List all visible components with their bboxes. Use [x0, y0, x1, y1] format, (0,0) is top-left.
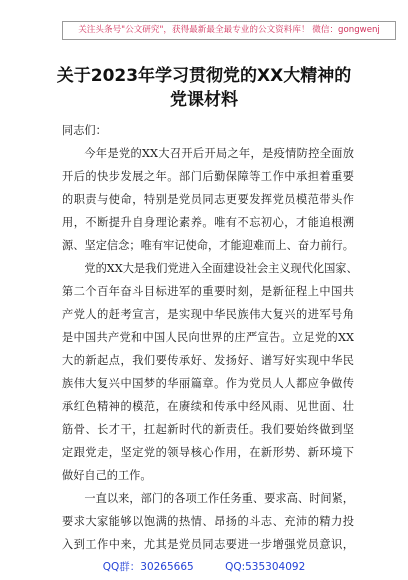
text-line: 今年是党的XX大召开后开局之年，是疫情防控全面放	[84, 147, 354, 160]
text-line: 党的XX大是我们党进入全面建设社会主义现代化国家、	[84, 262, 358, 275]
qq-group-text: QQ群：30265665	[102, 561, 194, 573]
paragraph	[62, 487, 354, 556]
header-notice: 关注头条号"公文研究"，获得最新最全最专业的公文资料库！ 微信：gongwenj	[62, 21, 396, 40]
text-line: 源、坚定信念；唯有牢记使命，才能迎难而上、奋力前行。	[62, 239, 354, 252]
qq-number-text: QQ:535304092	[225, 561, 306, 573]
text-line: 入到工作中来，尤其是党员同志要进一步增强党员意识，	[62, 538, 354, 551]
text-line: 承红色精神的模范，在赓续和传承中经风雨、见世面、壮	[62, 400, 354, 413]
title-line: 关于2023年学习贯彻党的XX大精神的	[56, 66, 352, 86]
text-line: 第二个百年奋斗目标进军的重要时刻，是新征程上中国共	[62, 285, 354, 298]
text-line: 产党人的赶考宣言，是实现中华民族伟大复兴的进军号角	[62, 308, 354, 321]
text-line: 用，不断提升自身理论素养。唯有不忘初心，才能追根溯	[62, 216, 354, 229]
text-line: 的职责与使命，特别是党员同志更要发挥党员模范带头作	[62, 193, 354, 206]
text-line: 一直以来，部门的各项工作任务重、要求高、时间紧，	[84, 492, 354, 505]
text-line: 族伟大复兴中国梦的华丽篇章。作为党员人人都应争做传	[62, 377, 354, 390]
paragraph	[62, 142, 354, 257]
text-line: 做好自己的工作。	[62, 469, 152, 482]
text-line: 定跟党走，坚定党的领导核心作用，在新形势、新环境下	[62, 446, 354, 459]
document-body	[62, 142, 358, 556]
page-footer	[0, 560, 408, 574]
paragraph	[62, 257, 358, 487]
title-line: 党课材料	[170, 90, 238, 110]
document-title	[40, 64, 368, 112]
text-line: 开后的快步发展之年。部门后勤保障等工作中承担着重要	[62, 170, 354, 183]
text-line: 筋骨、长才干，扛起新时代的新责任。我们要始终做到坚	[62, 423, 354, 436]
salutation: 同志们：	[62, 124, 107, 137]
text-line: 大的新起点，我们要传承好、发扬好、谱写好实现中华民	[62, 354, 354, 367]
text-line: 要求大家能够以饱满的热情、昂扬的斗志、充沛的精力投	[62, 515, 354, 528]
text-line: 是中国共产党和中国人民向世界的庄严宣告。立足党的XX	[62, 331, 354, 344]
